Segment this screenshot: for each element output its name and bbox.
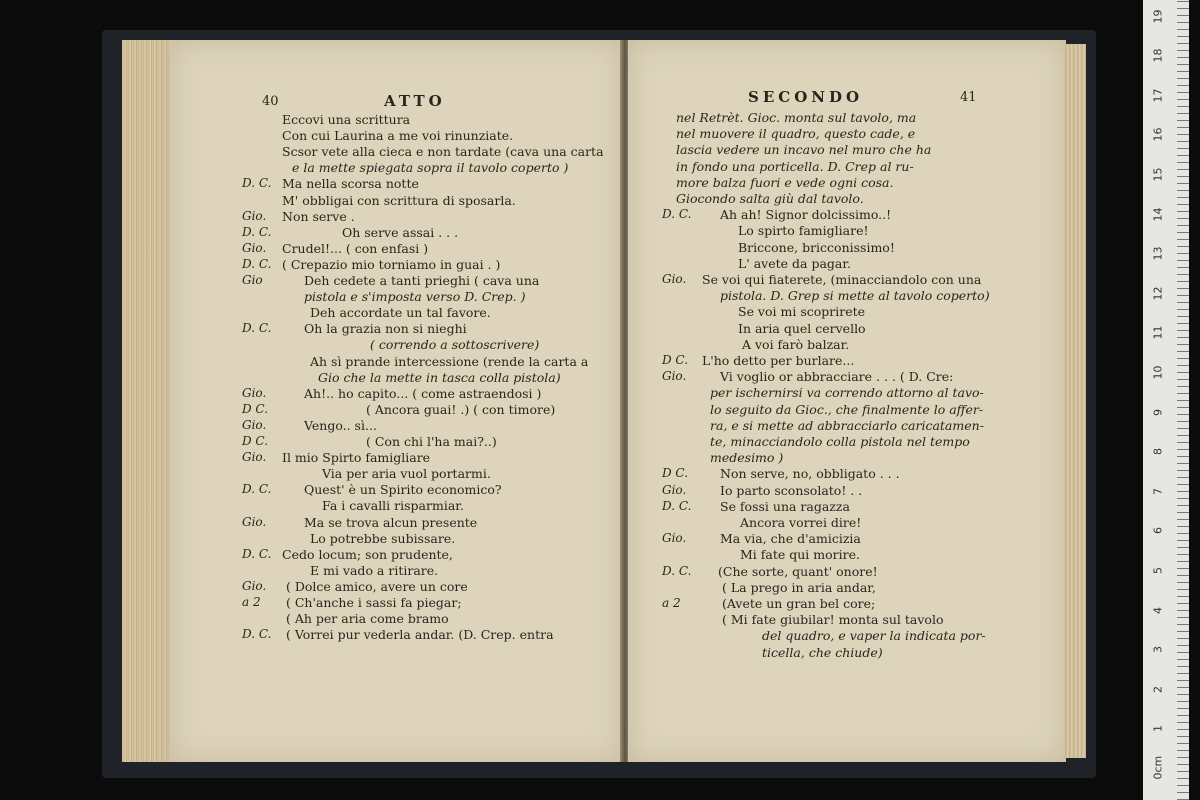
text-line: L'ho detto per burlare... bbox=[702, 353, 855, 368]
text-line: nel Retrèt. Gioc. monta sul tavolo, ma bbox=[676, 110, 917, 125]
speaker-label: D C. bbox=[662, 353, 689, 367]
speaker-label: Gio. bbox=[242, 240, 267, 255]
text-line: Via per aria vuol portarmi. bbox=[322, 466, 491, 482]
speaker-label: a 2 bbox=[242, 595, 261, 609]
text-line: ( Crepazio mio torniamo in guai . ) bbox=[282, 256, 501, 272]
text-line: Scsor vete alla cieca e non tardate (cava una carta bbox=[282, 144, 604, 160]
speaker-label: Gio. bbox=[662, 531, 687, 546]
ruler-number: 19 bbox=[1151, 9, 1165, 24]
text-line: per ischernirsi va correndo attorno al tavo- bbox=[710, 385, 984, 401]
text-line: ( Con chi l'ha mai?..) bbox=[366, 434, 497, 449]
text-line: Deh accordate un tal favore. bbox=[310, 305, 491, 321]
text-line: Lo spirto famigliare! bbox=[738, 223, 869, 239]
speaker-label: D. C. bbox=[242, 321, 272, 336]
text-line: te, minacciandolo colla pistola nel tempo bbox=[710, 434, 970, 449]
speaker-label: Gio. bbox=[662, 272, 687, 286]
text-line: Vengo.. sì... bbox=[304, 417, 377, 433]
speaker-label: D. C. bbox=[242, 224, 272, 239]
ruler-number: 4 bbox=[1151, 606, 1165, 614]
text-line: Se fossi una ragazza bbox=[720, 498, 850, 514]
text-line: e la mette spiegata sopra il tavolo coperto ) bbox=[292, 160, 569, 176]
text-line: Ancora vorrei dire! bbox=[740, 515, 862, 530]
ruler-number: 8 bbox=[1151, 448, 1165, 456]
text-line: ( Vorrei pur vederla andar. (D. Crep. entra bbox=[286, 627, 554, 643]
text-line: A voi farò balzar. bbox=[742, 336, 850, 352]
right-page-edges bbox=[1064, 44, 1086, 758]
text-line: Lo potrebbe subissare. bbox=[310, 530, 456, 546]
text-line: ( correndo a sottoscrivere) bbox=[370, 337, 540, 353]
left-page bbox=[170, 40, 622, 762]
text-line: lo seguito da Gioc., che finalmente lo affer- bbox=[710, 401, 984, 417]
ruler-number: 17 bbox=[1151, 88, 1165, 103]
text-line: Deh cedete a tanti prieghi ( cava una bbox=[304, 273, 540, 288]
right-page-number: 41 bbox=[960, 90, 977, 105]
speaker-label: Gio. bbox=[242, 578, 267, 593]
speaker-label: D C. bbox=[242, 434, 269, 448]
text-line: Giocondo salta giù dal tavolo. bbox=[676, 191, 864, 206]
text-line: ( Dolce amico, avere un core bbox=[286, 578, 468, 594]
text-line: ( Ch'anche i sassi fa piegar; bbox=[286, 595, 462, 610]
speaker-label: Gio. bbox=[242, 514, 267, 529]
text-line: Oh serve assai . . . bbox=[342, 224, 459, 240]
text-line: lascia vedere un incavo nel muro che ha bbox=[676, 142, 932, 158]
text-line: pistola e s'imposta verso D. Crep. ) bbox=[304, 289, 526, 305]
ruler-number: 0cm bbox=[1151, 755, 1165, 780]
text-line: Non serve . bbox=[282, 208, 355, 224]
text-line: Ah!.. ho capito... ( come astraendosi ) bbox=[304, 385, 542, 401]
text-line: Non serve, no, obbligato . . . bbox=[720, 466, 900, 482]
left-page-edges bbox=[122, 40, 174, 762]
speaker-label: Gio. bbox=[242, 417, 267, 432]
speaker-label: D. C. bbox=[662, 563, 692, 578]
speaker-label: D C. bbox=[662, 466, 689, 481]
text-line: medesimo ) bbox=[710, 450, 784, 466]
ruler-number: 12 bbox=[1151, 286, 1165, 301]
text-line: Crudel!... ( con enfasi ) bbox=[282, 240, 429, 256]
text-line: Se voi qui fiaterete, (minacciandolo con una bbox=[702, 272, 982, 287]
text-line: in fondo una porticella. D. Crep al ru- bbox=[676, 158, 914, 174]
text-line: Oh la grazia non si nieghi bbox=[304, 321, 467, 337]
text-line: ra, e si mette ad abbracciarlo caricatamen- bbox=[710, 417, 984, 433]
speaker-label: D C. bbox=[242, 401, 269, 416]
text-line: Eccovi una scrittura bbox=[282, 112, 411, 127]
text-line: Con cui Laurina a me voi rinunziate. bbox=[282, 128, 514, 144]
speaker-label: a 2 bbox=[662, 596, 681, 610]
speaker-label: Gio. bbox=[242, 450, 267, 465]
ruler-number: 15 bbox=[1151, 167, 1165, 182]
text-line: Io parto sconsolato! . . bbox=[720, 482, 863, 498]
ruler-number: 6 bbox=[1151, 527, 1165, 535]
speaker-label: Gio. bbox=[662, 482, 687, 497]
text-line: E mi vado a ritirare. bbox=[310, 562, 439, 578]
ruler-number: 5 bbox=[1151, 567, 1165, 574]
text-line: In aria quel cervello bbox=[738, 320, 866, 336]
ruler-number: 14 bbox=[1151, 207, 1165, 222]
speaker-label: D. C. bbox=[662, 207, 692, 222]
left-page-header: ATTO bbox=[384, 92, 446, 110]
speaker-label: Gio. bbox=[662, 369, 687, 384]
text-line: Ma se trova alcun presente bbox=[304, 514, 478, 530]
ruler-number: 16 bbox=[1151, 127, 1165, 142]
text-line: Gio che la mette in tasca colla pistola) bbox=[318, 369, 561, 385]
text-line: nel muovere il quadro, questo cade, e bbox=[676, 126, 916, 142]
ruler-number: 1 bbox=[1151, 725, 1165, 733]
text-line: Se voi mi scoprirete bbox=[738, 304, 866, 320]
ruler-number: 7 bbox=[1151, 487, 1165, 495]
text-line: ( La prego in aria andar, bbox=[722, 579, 876, 595]
measuring-ruler bbox=[1143, 0, 1189, 800]
ruler-number: 13 bbox=[1151, 246, 1165, 261]
right-page bbox=[628, 40, 1066, 762]
speaker-label: D. C. bbox=[242, 546, 272, 561]
text-line: Fa i cavalli risparmiar. bbox=[322, 498, 464, 514]
ruler-number: 11 bbox=[1151, 325, 1165, 340]
speaker-label: Gio bbox=[242, 273, 263, 287]
speaker-label: D. C. bbox=[662, 498, 692, 513]
text-line: ( Ancora guai! .) ( con timore) bbox=[366, 401, 556, 417]
text-line: (Avete un gran bel core; bbox=[722, 596, 876, 611]
right-page-header: SECONDO bbox=[748, 88, 864, 106]
text-line: Quest' è un Spirito economico? bbox=[304, 482, 502, 498]
speaker-label: D. C. bbox=[242, 256, 272, 271]
text-line: Ah sì prande intercessione (rende la carta a bbox=[310, 353, 589, 369]
text-line: Ma via, che d'amicizia bbox=[720, 531, 861, 547]
text-line: Il mio Spirto famigliare bbox=[282, 450, 431, 466]
text-line: ( Mi fate giubilar! monta sul tavolo bbox=[722, 612, 944, 628]
text-line: Vi voglio or abbracciare . . . ( D. Cre: bbox=[720, 369, 954, 385]
speaker-label: Gio. bbox=[242, 385, 267, 400]
ruler-number: 9 bbox=[1151, 408, 1165, 416]
text-line: ( Ah per aria come bramo bbox=[286, 611, 449, 627]
ruler-number: 18 bbox=[1151, 48, 1165, 63]
text-line: more balza fuori e vede ogni cosa. bbox=[676, 174, 894, 190]
text-line: Ah ah! Signor dolcissimo..! bbox=[720, 207, 892, 223]
speaker-label: Gio. bbox=[242, 208, 267, 223]
text-line: pistola. D. Grep si mette al tavolo coperto) bbox=[720, 288, 990, 304]
speaker-label: D. C. bbox=[242, 627, 272, 642]
ruler-number: 2 bbox=[1151, 685, 1165, 693]
left-page-number: 40 bbox=[262, 94, 279, 109]
ruler-number: 3 bbox=[1151, 646, 1165, 654]
text-line: Mi fate qui morire. bbox=[740, 547, 860, 563]
text-line: Ma nella scorsa notte bbox=[282, 176, 419, 192]
text-line: Briccone, bricconissimo! bbox=[738, 239, 895, 255]
text-line: Cedo locum; son prudente, bbox=[282, 546, 453, 562]
text-line: ticella, che chiude) bbox=[762, 644, 883, 660]
text-line: M' obbligai con scrittura di sposarla. bbox=[282, 192, 516, 208]
speaker-label: D. C. bbox=[242, 482, 272, 497]
ruler-number: 10 bbox=[1151, 365, 1165, 380]
text-line: del quadro, e vaper la indicata por- bbox=[762, 628, 986, 644]
text-line: L' avete da pagar. bbox=[738, 255, 851, 271]
speaker-label: D. C. bbox=[242, 176, 272, 191]
text-line: (Che sorte, quant' onore! bbox=[718, 563, 878, 579]
